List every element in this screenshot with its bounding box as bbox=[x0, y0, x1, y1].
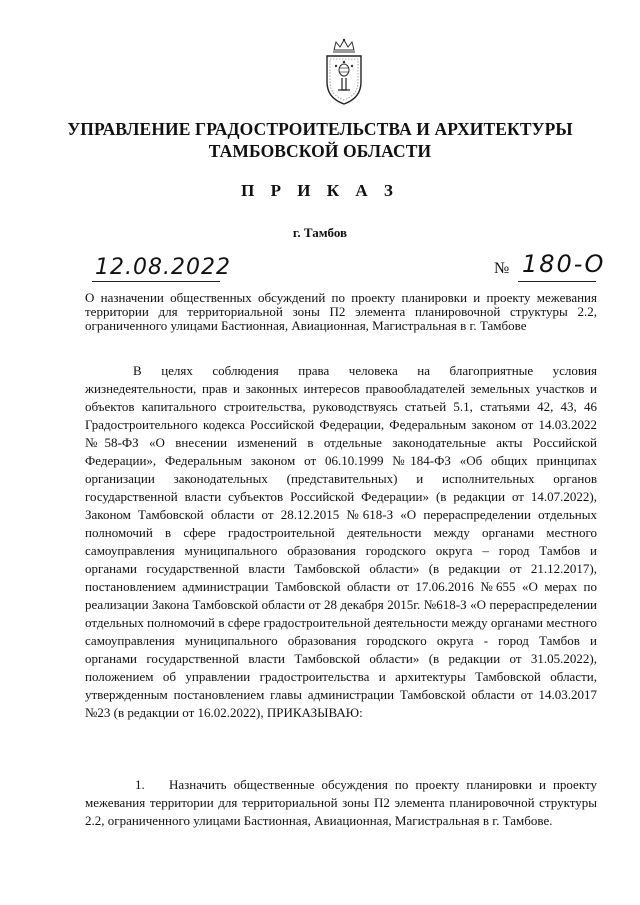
issuer-title bbox=[40, 118, 600, 162]
coat-of-arms-icon bbox=[318, 38, 370, 106]
issuer-title-line1: УПРАВЛЕНИЕ ГРАДОСТРОИТЕЛЬСТВА И АРХИТЕКТУРЫ bbox=[67, 119, 573, 139]
document-date: 12.08.2022 bbox=[95, 255, 231, 280]
list-item-number: 1. bbox=[135, 777, 145, 792]
preamble-paragraph: В целях соблюдения права человека на благоприятные условия жизнедеятельности, прав и законных интересов правообладателей земельных участков и объектов капитального строительства, руководствуясь статьей 5.1, статьями 42, 43, 46 Градостроительного кодекса Российской Федерации, Федеральным законом от 14.03.2022 №58-ФЗ «О внесении изменений в отдельные законодательные акты Российской Федерации», Федеральным законом от 06.10.1999 №184-ФЗ «Об общих принципах организации законодательных (представительных) и исполнительных органов государственной власти субъектов Российской Федерации» (в редакции от 14.07.2022), Законом Тамбовской области от 28.12.2015 №618-З «О перераспределении отдельных полномочий в сфере градостроительной деятельности между органами местного самоуправления муниципального образования городского округа – город Тамбов и органами государственной власти Тамбовской области» (в редакции от 21.12.2017), постановлением администрации Тамбовской области от 17.06.2016 №655 «О мерах по реализации Закона Тамбовской области от 28 декабря 2015г. №618-З «О перераспределении отдельных полномочий в сфере градостроительной деятельности между органами местного самоуправления муниципального образования городского округа - город Тамбов и органами государственной власти Тамбовской области» (в редакции от 31.05.2022), положением об управлении градостроительства и архитектуры Тамбовской области, утвержденным постановлением главы администрации Тамбовской области от 14.03.2017 №23 (в редакции от 16.02.2022), ПРИКАЗЫВАЮ: bbox=[85, 363, 597, 720]
number-sign: № bbox=[494, 260, 510, 277]
document-number: 180-О bbox=[522, 250, 606, 278]
list-item-text: Назначить общественные обсуждения по проекту планировки и проекту межевания территории для территориальной зоны П2 элемента планировочной структуры 2.2, ограниченного улицами Бастионная, Авиационная, Магистральная в г. Тамбове. bbox=[85, 777, 597, 828]
number-underline bbox=[518, 281, 596, 282]
issuer-title-line2: ТАМБОВСКОЙ ОБЛАСТИ bbox=[208, 141, 432, 161]
document-city: г. Тамбов bbox=[292, 225, 348, 240]
document-subject: О назначении общественных обсуждений по проекту планировки и проекту межевания территории для территориальной зоны П2 элемента планировочной структуры 2.2, ограниченного улицами Бастионная, Авиационная, Магистральная в г. Тамбове bbox=[85, 290, 597, 333]
date-underline bbox=[92, 281, 220, 282]
list-item bbox=[85, 776, 597, 830]
document-type: П Р И К А З bbox=[241, 181, 399, 200]
